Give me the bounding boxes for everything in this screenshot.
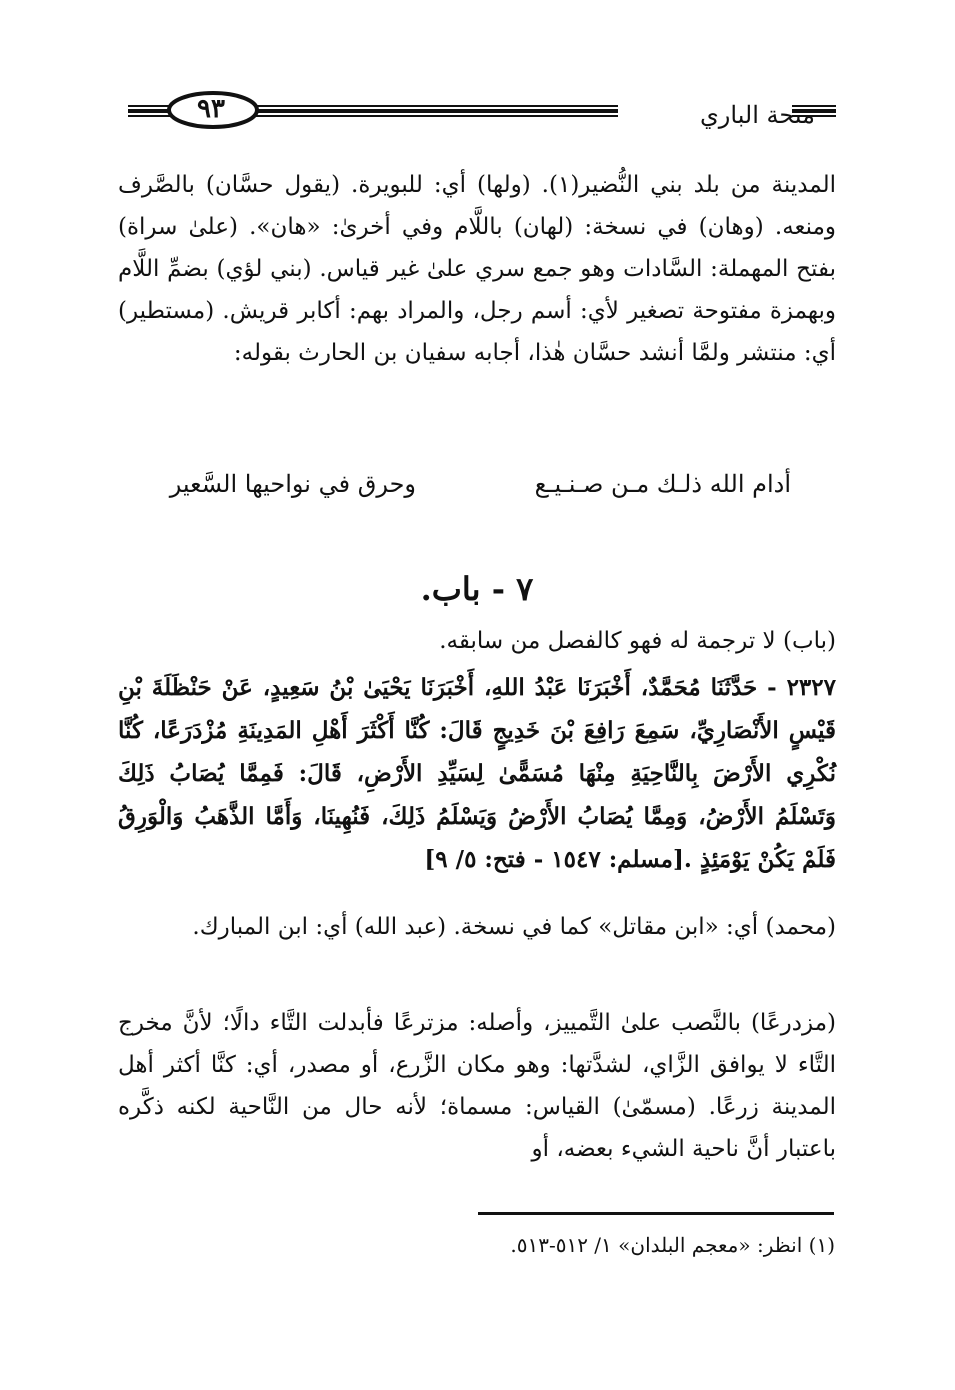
chapter-note: (باب) لا ترجمة له فهو كالفصل من سابقه. bbox=[439, 628, 836, 654]
footnote: (١) انظر: «معجم البلدان» ١/ ٥١٢-٥١٣. bbox=[510, 1233, 835, 1257]
running-title: منحة الباري bbox=[700, 101, 815, 129]
verse-hemistich-second: وحرق في نواحيها السَّعير bbox=[169, 470, 416, 498]
poetry-verse bbox=[118, 462, 836, 506]
chapter-heading: ٧ - باب. bbox=[420, 570, 534, 608]
page-number: ٩٣ bbox=[197, 94, 225, 124]
commentary-paragraph: (محمد) أي: «ابن مقاتل» كما في نسخة. (عبد الله) أي: ابن المبارك. bbox=[192, 914, 836, 940]
commentary-paragraph: المدينة من بلد بني النُّضير(١). (ولها) أي: للبويرة. (يقول حسَّان) بالصَّرف ومنعه. (وهان) في نسخة: (لهان) باللَّام وفي أخرىٰ: «هان». (علىٰ سراة) بفتح المهملة: السَّادات وهو جمع سري علىٰ غير قياس. (بني لؤي) بضمِّ اللَّام وبهمزة مفتوحة تصغير لأي: أسم رجل، والمراد بهم: أكابر قريش. (مستطير) أي: منتشر ولمَّا أنشد حسَّان هٰذا، أجابه سفيان بن الحارث بقوله: bbox=[118, 172, 836, 366]
footnote-divider bbox=[478, 1212, 834, 1215]
commentary-paragraph: (مزدرعًا) بالنَّصب علىٰ التَّمييز، وأصله: مزترعًا فأبدلت التَّاء دالًا؛ لأنَّ مخرج التَّاء لا يوافق الزَّاي، لشدَّتها: وهو مكان الزَّرع، أو مصدر، أي: كنَّا أكثر أهل المدينة زرعًا. (مسمّىٰ) القياس: مسماة؛ لأنه حال من النَّاحية لكنه ذكَّره باعتبار أنَّ ناحية الشيء بعضه، أو bbox=[118, 1010, 836, 1162]
hadith-text: ٢٣٢٧ - حَدَّثَنَا مُحَمَّدٌ، أَخْبَرَنَا عَبْدُ اللهِ، أَخْبَرَنَا يَحْيَىٰ بْنُ سَعِيدٍ، عَنْ حَنْظَلَةَ بْنِ قَيْسٍ الأَنْصَارِيِّ، سَمِعَ رَافِعَ بْنَ خَدِيجٍ قَالَ: كُنَّا أَكْثَرَ أَهْلِ المَدِينَةِ مُزْدَرَعًا، كُنَّا نُكْرِي الأَرْضَ بِالنَّاحِيَةِ مِنْهَا مُسَمًّىٰ لِسَيِّدِ الأَرْضِ، قَالَ: فَمِمَّا يُصَابُ ذَلِكَ وَتَسْلَمُ الأَرْضُ، وَمِمَّا يُصَابُ الأَرْضُ وَيَسْلَمُ ذَلِكَ، فَنُهِينَا، وَأَمَّا الذَّهَبُ وَالْوَرِقُ فَلَمْ يَكُنْ يَوْمَئِذٍ .[مسلم: ١٥٤٧ - فتح: ٥/ ٩] bbox=[118, 674, 836, 873]
verse-hemistich-first: أدام الله ذلـك مـن صـنـيـع bbox=[534, 470, 791, 498]
